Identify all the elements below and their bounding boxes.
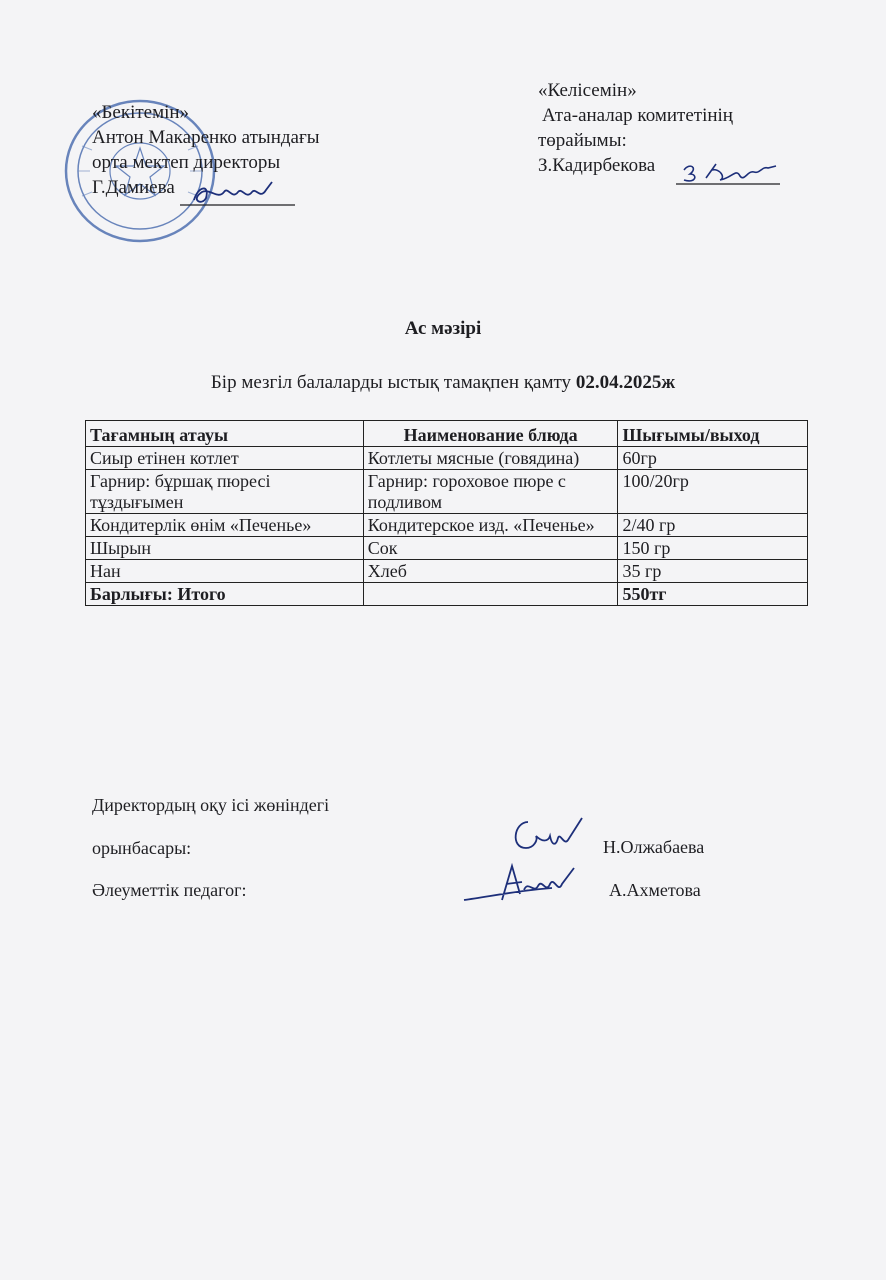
deputy-signature (508, 812, 588, 860)
agree-line-1: Ата-аналар комитетінің (542, 105, 733, 126)
total-row (86, 583, 808, 606)
table-row (86, 560, 808, 583)
table-row (86, 470, 808, 514)
approve-line-1: Антон Макаренко атындағы (92, 127, 320, 148)
dish-output: 35 гр (618, 560, 808, 583)
dish-kz: Шырын (86, 537, 364, 560)
menu-table (85, 420, 808, 606)
dish-ru: Кондитерское изд. «Печенье» (363, 514, 618, 537)
dish-ru: Хлеб (363, 560, 618, 583)
dish-kz: Кондитерлік өнім «Печенье» (86, 514, 364, 537)
total-label: Барлығы: Итого (86, 583, 364, 606)
approve-line-2: орта мектеп директоры (92, 152, 281, 173)
dish-output: 150 гр (618, 537, 808, 560)
committee-chair-name: З.Кадирбекова (538, 155, 656, 176)
dish-output: 2/40 гр (618, 514, 808, 537)
dish-output: 100/20гр (618, 470, 808, 514)
dish-ru: Сок (363, 537, 618, 560)
chair-signature (676, 158, 786, 188)
dish-kz: Сиыр етінен котлет (86, 447, 364, 470)
deputy-name: Н.Олжабаева (603, 837, 705, 857)
menu-title: Ас мәзірі (404, 318, 482, 339)
agree-line-2: төрайымы: (538, 130, 627, 151)
approve-heading: «Бекітемін» (92, 102, 190, 123)
deputy-title-line-1: Директордың оқу ісі жөніндегі (92, 795, 330, 815)
dish-output: 60гр (618, 447, 808, 470)
social-pedagogue-name: А.Ахметова (609, 880, 701, 900)
table-row (86, 514, 808, 537)
header-output: Шығымы/выход (618, 421, 808, 447)
dish-ru: Гарнир: гороховое пюре с подливом (363, 470, 618, 514)
dish-kz: Гарнир: бұршақ пюресі тұздығымен (86, 470, 364, 514)
deputy-title-line-2: орынбасары: (92, 838, 192, 858)
dish-kz: Нан (86, 560, 364, 583)
header-ru-name: Наименование блюда (363, 421, 618, 447)
agree-heading: «Келісемін» (538, 80, 637, 101)
total-ru (363, 583, 618, 606)
table-row (86, 537, 808, 560)
director-name: Г.Дамиева (92, 177, 175, 198)
director-signature (180, 178, 300, 208)
total-value: 550тг (618, 583, 808, 606)
menu-subtitle (0, 372, 886, 394)
table-header-row (86, 421, 808, 447)
subtitle-text: Бір мезгіл балаларды ыстық тамақпен қамту (210, 372, 572, 393)
table-row (86, 447, 808, 470)
dish-ru: Котлеты мясные (говядина) (363, 447, 618, 470)
menu-date: 02.04.2025ж (575, 372, 676, 393)
header-kz-name: Тағамның атауы (86, 421, 364, 447)
social-pedagogue-title: Әлеуметтік педагог: (92, 880, 247, 900)
social-pedagogue-signature (462, 860, 582, 910)
